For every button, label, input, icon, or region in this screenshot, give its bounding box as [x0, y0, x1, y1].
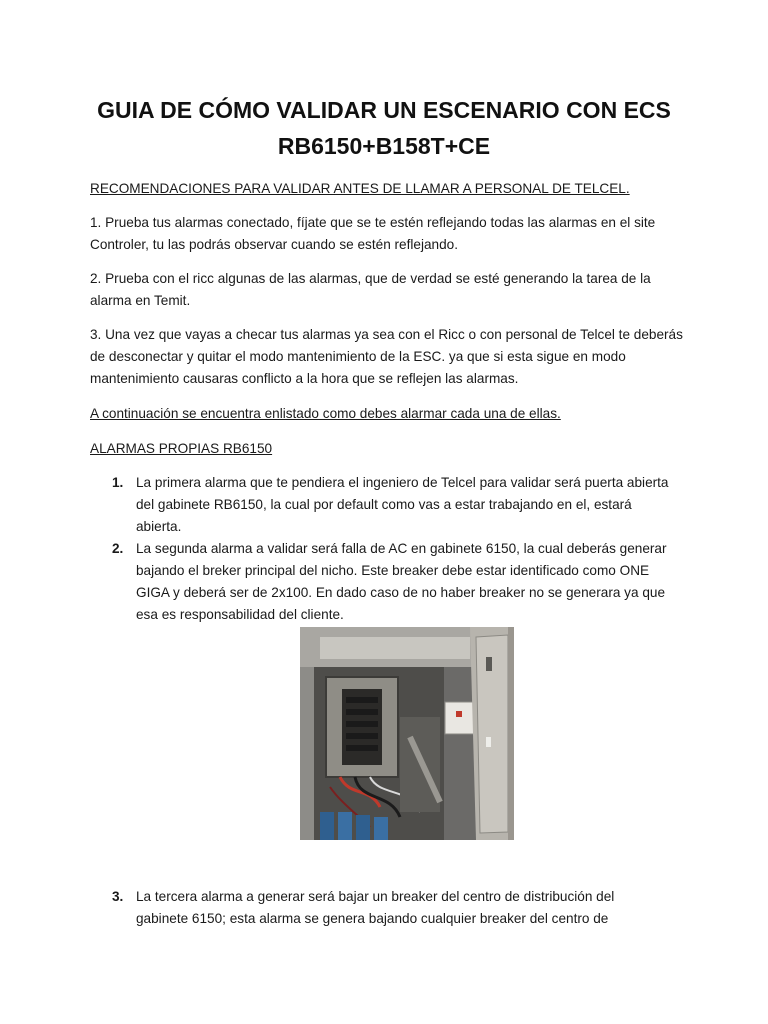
list-line: La primera alarma que te pendiera el ingeniero de Telcel para validar será puerta abierta: [136, 475, 669, 490]
paragraph-line: mantenimiento causaras conflicto a la hora que se reflejen las alarmas.: [90, 371, 519, 386]
paragraph-3: [90, 324, 690, 390]
list-number: 2.: [112, 541, 124, 556]
recommendations-heading: RECOMENDACIONES PARA VALIDAR ANTES DE LLAMAR A PERSONAL DE TELCEL.: [90, 181, 630, 196]
paragraph-line: 3. Una vez que vayas a checar tus alarmas ya sea con el Ricc o con personal de Telcel te deberás: [90, 327, 683, 342]
list-item-text: [136, 538, 691, 626]
paragraph-line: alarma en Temit.: [90, 293, 191, 308]
list-line: bajando el breker principal del nicho. Este breaker debe estar identificado como ONE: [136, 563, 650, 578]
list-item-text: [136, 886, 691, 930]
list-line: GIGA y deberá ser de 2x100. En dado caso de no haber breaker no se generara ya que: [136, 585, 666, 600]
list-line: del gabinete RB6150, la cual por default como vas a estar trabajando en el, estará: [136, 497, 632, 512]
paragraph-line: 2. Prueba con el ricc algunas de las alarmas, que de verdad se esté generando la tarea de la: [90, 271, 651, 286]
title-line-2: RB6150+B158T+CE: [277, 133, 491, 159]
document-title: [0, 92, 768, 164]
list-line: abierta.: [136, 519, 182, 534]
list-number: 3.: [112, 889, 124, 904]
title-line-1: GUIA DE CÓMO VALIDAR UN ESCENARIO CON ECS: [97, 97, 671, 123]
continuation-note: A continuación se encuentra enlistado como debes alarmar cada una de ellas.: [90, 406, 561, 421]
paragraph-1: [90, 212, 690, 256]
list-line: La segunda alarma a validar será falla de AC en gabinete 6150, la cual deberás generar: [136, 541, 667, 556]
cabinet-photo: [300, 627, 514, 840]
paragraph-line: 1. Prueba tus alarmas conectado, fíjate que se te estén reflejando todas las alarmas en el site: [90, 215, 656, 230]
paragraph-2: [90, 268, 690, 312]
section-heading: ALARMAS PROPIAS RB6150: [90, 441, 273, 456]
paragraph-line: de desconectar y quitar el modo mantenimiento de la ESC. ya que si esta sigue en modo: [90, 349, 626, 364]
list-item-text: [136, 472, 691, 538]
list-number: 1.: [112, 475, 124, 490]
list-line: esa es responsabilidad del cliente.: [136, 607, 344, 622]
list-line: gabinete 6150; esta alarma se genera bajando cualquier breaker del centro de: [136, 911, 609, 926]
paragraph-line: Controler, tu las podrás observar cuando se estén reflejando.: [90, 237, 459, 252]
list-line: La tercera alarma a generar será bajar un breaker del centro de distribución del: [136, 889, 615, 904]
